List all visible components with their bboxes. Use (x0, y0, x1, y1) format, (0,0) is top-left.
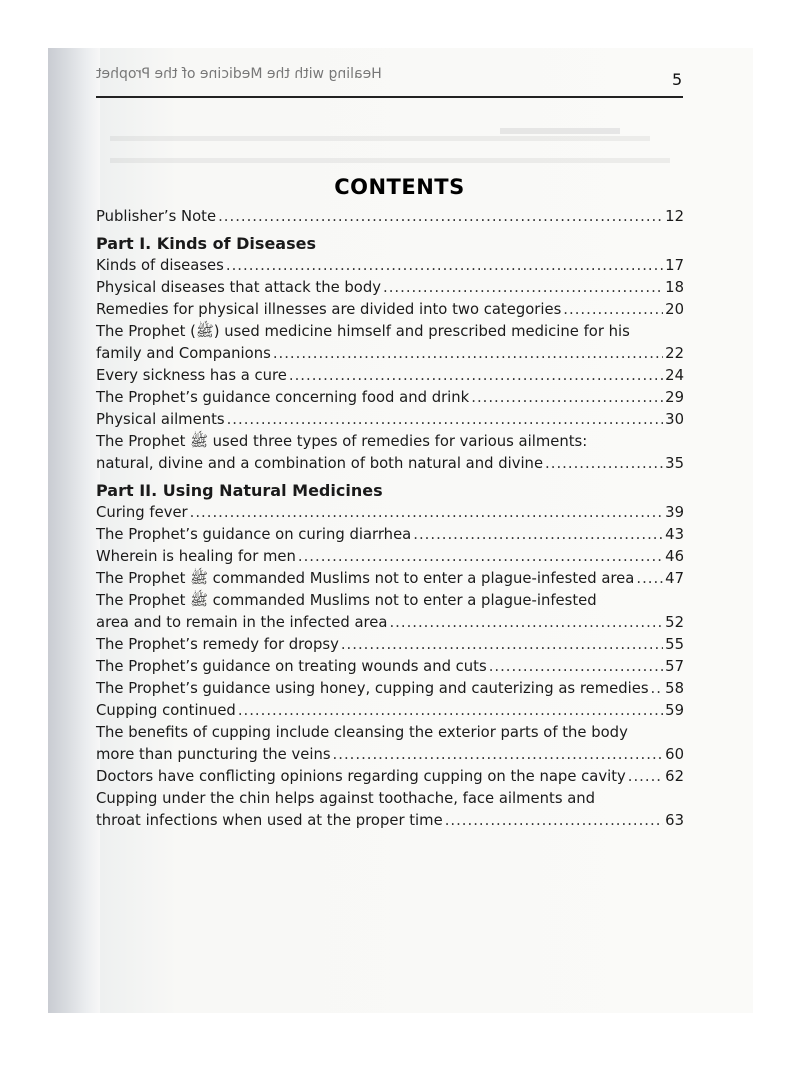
toc-entry-page: 46 (665, 548, 684, 565)
toc-entry-title: The Prophet’s guidance on curing diarrhea (96, 526, 412, 543)
toc-entry-title: The Prophet’s guidance on treating wounds and cuts (96, 658, 487, 675)
toc-entry-title: Cupping continued (96, 702, 236, 719)
toc-entry-title: The Prophet’s guidance concerning food and drink (96, 389, 470, 406)
toc-entry-title: Physical diseases that attack the body (96, 279, 381, 296)
toc-entry-title: Every sickness has a cure (96, 367, 287, 384)
toc-entry[interactable] (96, 590, 684, 634)
toc-entry[interactable] (96, 546, 684, 568)
toc-entry-line (96, 206, 684, 228)
toc-entry-first-line: The Prophet ﷺ used three types of remedies for various ailments: (96, 433, 588, 450)
toc-entry-page: 18 (665, 279, 684, 296)
toc-entry[interactable] (96, 431, 684, 475)
toc-entry[interactable] (96, 206, 684, 228)
toc-entry-line (96, 568, 684, 590)
toc-entry-first-line: The Prophet (ﷺ) used medicine himself and prescribed medicine for his (96, 323, 630, 340)
dot-leader (445, 810, 663, 832)
toc-entry-page: 20 (665, 301, 684, 318)
toc-entry-line (96, 365, 684, 387)
toc-entry-line (96, 524, 684, 546)
toc-part-heading: Part I. Kinds of Diseases (96, 234, 316, 253)
toc-entry-line (96, 409, 684, 431)
toc-entry-page: 22 (665, 345, 684, 362)
dot-leader (273, 343, 663, 365)
dot-leader (563, 299, 663, 321)
toc-entry-line (96, 453, 684, 475)
bleed-through (110, 128, 650, 141)
toc-entry[interactable] (96, 678, 684, 700)
toc-entry-page: 60 (665, 746, 684, 763)
toc-entry[interactable] (96, 365, 684, 387)
dot-leader (413, 524, 663, 546)
dot-leader (298, 546, 663, 568)
dot-leader (333, 744, 664, 766)
dot-leader (383, 277, 663, 299)
toc-entry-title: more than puncturing the veins (96, 746, 331, 763)
toc-entry-page: 59 (665, 702, 684, 719)
toc-entry-line (96, 766, 684, 788)
toc-entry[interactable] (96, 766, 684, 788)
toc-entry-first-line: The Prophet ﷺ commanded Muslims not to enter a plague-infested (96, 592, 597, 609)
toc-entry-first-line: Cupping under the chin helps against toothache, face ailments and (96, 790, 596, 807)
toc-entry-title: natural, divine and a combination of both natural and divine (96, 455, 544, 472)
toc-entry-page: 35 (665, 455, 684, 472)
dot-leader (190, 502, 664, 524)
toc-entry[interactable] (96, 524, 684, 546)
dot-leader (238, 700, 663, 722)
toc-entry[interactable] (96, 502, 684, 524)
toc-entry-title: Doctors have conflicting opinions regarding cupping on the nape cavity (96, 768, 626, 785)
toc-entry-line (96, 387, 684, 409)
toc-entry-title: throat infections when used at the proper time (96, 812, 443, 829)
toc-entry-page: 39 (665, 504, 684, 521)
toc-entry-page: 47 (665, 570, 684, 587)
toc-entry-title: The Prophet’s guidance using honey, cupping and cauterizing as remedies (96, 680, 649, 697)
toc-entry-page: 29 (665, 389, 684, 406)
toc-entry-line (96, 744, 684, 766)
toc-entry-line (96, 277, 684, 299)
toc-entry-title: Curing fever (96, 504, 188, 521)
toc-entry-title: The Prophet ﷺ commanded Muslims not to enter a plague-infested area (96, 570, 635, 587)
toc-entry-line (96, 546, 684, 568)
toc-entry-line (96, 343, 684, 365)
toc-entry-title: Publisher’s Note (96, 208, 217, 225)
toc-entry-title: area and to remain in the infected area (96, 614, 388, 631)
dot-leader (545, 453, 663, 475)
dot-leader (226, 255, 663, 277)
toc-entry[interactable] (96, 722, 684, 766)
dot-leader (227, 409, 664, 431)
page-number: 5 (672, 70, 683, 89)
dot-leader (636, 568, 663, 590)
dot-leader (471, 387, 663, 409)
toc-entry-page: 30 (665, 411, 684, 428)
toc-part-heading: Part II. Using Natural Medicines (96, 481, 383, 500)
toc-entry-first-line: The benefits of cupping include cleansing the exterior parts of the body (96, 724, 628, 741)
toc-entry[interactable] (96, 255, 684, 277)
toc-entry-title: Remedies for physical illnesses are divided into two categories (96, 301, 562, 318)
running-head: Healing with the Medicine of the Prophet (96, 66, 382, 82)
toc-entry-page: 24 (665, 367, 684, 384)
dot-leader (628, 766, 663, 788)
toc-entry[interactable] (96, 387, 684, 409)
page-title: CONTENTS (334, 175, 465, 199)
toc-entry[interactable] (96, 700, 684, 722)
toc-entry-page: 17 (665, 257, 684, 274)
table-of-contents (96, 206, 684, 832)
toc-entry-page: 55 (665, 636, 684, 653)
toc-entry[interactable] (96, 299, 684, 321)
toc-entry-page: 58 (665, 680, 684, 697)
toc-entry[interactable] (96, 634, 684, 656)
toc-entry-title: The Prophet’s remedy for dropsy (96, 636, 339, 653)
toc-entry-title: Wherein is healing for men (96, 548, 296, 565)
dot-leader (489, 656, 663, 678)
toc-entry-line (96, 810, 684, 832)
toc-entry-title: Physical ailments (96, 411, 225, 428)
toc-entry-page: 43 (665, 526, 684, 543)
dot-leader (651, 678, 664, 700)
toc-entry-page: 63 (665, 812, 684, 829)
toc-entry[interactable] (96, 788, 684, 832)
toc-entry-title: Kinds of diseases (96, 257, 224, 274)
toc-entry-line (96, 299, 684, 321)
header-rule (96, 96, 683, 98)
toc-entry-page: 62 (665, 768, 684, 785)
toc-entry[interactable] (96, 277, 684, 299)
toc-entry-title: family and Companions (96, 345, 271, 362)
toc-entry-line (96, 678, 684, 700)
toc-entry[interactable] (96, 409, 684, 431)
dot-leader (389, 612, 663, 634)
toc-entry[interactable] (96, 321, 684, 365)
toc-entry-line (96, 255, 684, 277)
toc-entry-line (96, 700, 684, 722)
toc-entry-line (96, 634, 684, 656)
toc-entry[interactable] (96, 568, 684, 590)
toc-entry-page: 57 (665, 658, 684, 675)
toc-entry-page: 12 (665, 208, 684, 225)
dot-leader (218, 206, 663, 228)
bleed-through (110, 150, 670, 163)
dot-leader (341, 634, 663, 656)
dot-leader (289, 365, 663, 387)
toc-entry-page: 52 (665, 614, 684, 631)
toc-entry-line (96, 656, 684, 678)
toc-entry-line (96, 612, 684, 634)
toc-entry[interactable] (96, 656, 684, 678)
toc-entry-line (96, 502, 684, 524)
